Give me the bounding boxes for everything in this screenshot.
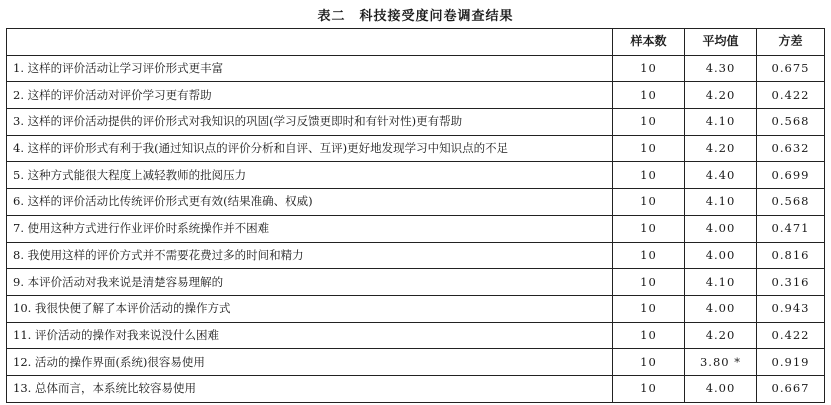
sample-size: 10	[613, 242, 685, 269]
item-text: 9. 本评价活动对我来说是清楚容易理解的	[7, 269, 613, 296]
variance-value: 0.422	[757, 322, 825, 349]
table-row	[7, 55, 825, 82]
sample-size: 10	[613, 82, 685, 109]
mean-value: 4.10	[685, 109, 757, 136]
mean-value: 4.20	[685, 135, 757, 162]
survey-results-table	[6, 28, 825, 403]
variance-value: 0.675	[757, 55, 825, 82]
item-text: 1. 这样的评价活动让学习评价形式更丰富	[7, 55, 613, 82]
item-text: 2. 这样的评价活动对评价学习更有帮助	[7, 82, 613, 109]
variance-value: 0.816	[757, 242, 825, 269]
mean-value: 4.20	[685, 82, 757, 109]
variance-value: 0.471	[757, 215, 825, 242]
sample-size: 10	[613, 162, 685, 189]
item-text: 8. 我使用这样的评价方式并不需要花费过多的时间和精力	[7, 242, 613, 269]
mean-value: 4.00	[685, 295, 757, 322]
header-item	[7, 29, 613, 56]
variance-value: 0.316	[757, 269, 825, 296]
table-row	[7, 162, 825, 189]
variance-value: 0.568	[757, 109, 825, 136]
mean-value: 4.00	[685, 242, 757, 269]
sample-size: 10	[613, 135, 685, 162]
mean-value: 4.20	[685, 322, 757, 349]
item-text: 10. 我很快便了解了本评价活动的操作方式	[7, 295, 613, 322]
table-row	[7, 375, 825, 402]
header-variance: 方差	[757, 29, 825, 56]
item-text: 12. 活动的操作界面(系统)很容易使用	[7, 349, 613, 376]
table-row	[7, 109, 825, 136]
mean-value: 4.40	[685, 162, 757, 189]
mean-value: 4.00	[685, 375, 757, 402]
table-row	[7, 322, 825, 349]
table-row	[7, 349, 825, 376]
item-text: 7. 使用这种方式进行作业评价时系统操作并不困难	[7, 215, 613, 242]
sample-size: 10	[613, 55, 685, 82]
mean-value: 4.10	[685, 189, 757, 216]
item-text: 3. 这样的评价活动提供的评价形式对我知识的巩固(学习反馈更即时和有针对性)更有帮助	[7, 109, 613, 136]
table-title: 表二 科技接受度问卷调查结果	[317, 9, 514, 24]
sample-size: 10	[613, 322, 685, 349]
variance-value: 0.943	[757, 295, 825, 322]
table-row	[7, 189, 825, 216]
sample-size: 10	[613, 269, 685, 296]
variance-value: 0.667	[757, 375, 825, 402]
table-header-row	[7, 29, 825, 56]
mean-value: 4.30	[685, 55, 757, 82]
variance-value: 0.422	[757, 82, 825, 109]
table-row	[7, 82, 825, 109]
mean-value: 4.00	[685, 215, 757, 242]
mean-value: 4.10	[685, 269, 757, 296]
item-text: 13. 总体而言，本系统比较容易使用	[7, 375, 613, 402]
header-sample-size: 样本数	[613, 29, 685, 56]
table-row	[7, 242, 825, 269]
sample-size: 10	[613, 375, 685, 402]
table-row	[7, 215, 825, 242]
item-text: 11. 评价活动的操作对我来说没什么困难	[7, 322, 613, 349]
sample-size: 10	[613, 295, 685, 322]
sample-size: 10	[613, 109, 685, 136]
mean-value: 3.80 *	[685, 349, 757, 376]
sample-size: 10	[613, 189, 685, 216]
sample-size: 10	[613, 349, 685, 376]
item-text: 4. 这样的评价形式有利于我(通过知识点的评价分析和自评、互评)更好地发现学习中知识点的不足	[7, 135, 613, 162]
item-text: 6. 这样的评价活动比传统评价形式更有效(结果准确、权威)	[7, 189, 613, 216]
variance-value: 0.632	[757, 135, 825, 162]
item-text: 5. 这种方式能很大程度上减轻教师的批阅压力	[7, 162, 613, 189]
sample-size: 10	[613, 215, 685, 242]
header-mean: 平均值	[685, 29, 757, 56]
table-row	[7, 269, 825, 296]
variance-value: 0.699	[757, 162, 825, 189]
variance-value: 0.568	[757, 189, 825, 216]
table-row	[7, 135, 825, 162]
variance-value: 0.919	[757, 349, 825, 376]
table-row	[7, 295, 825, 322]
